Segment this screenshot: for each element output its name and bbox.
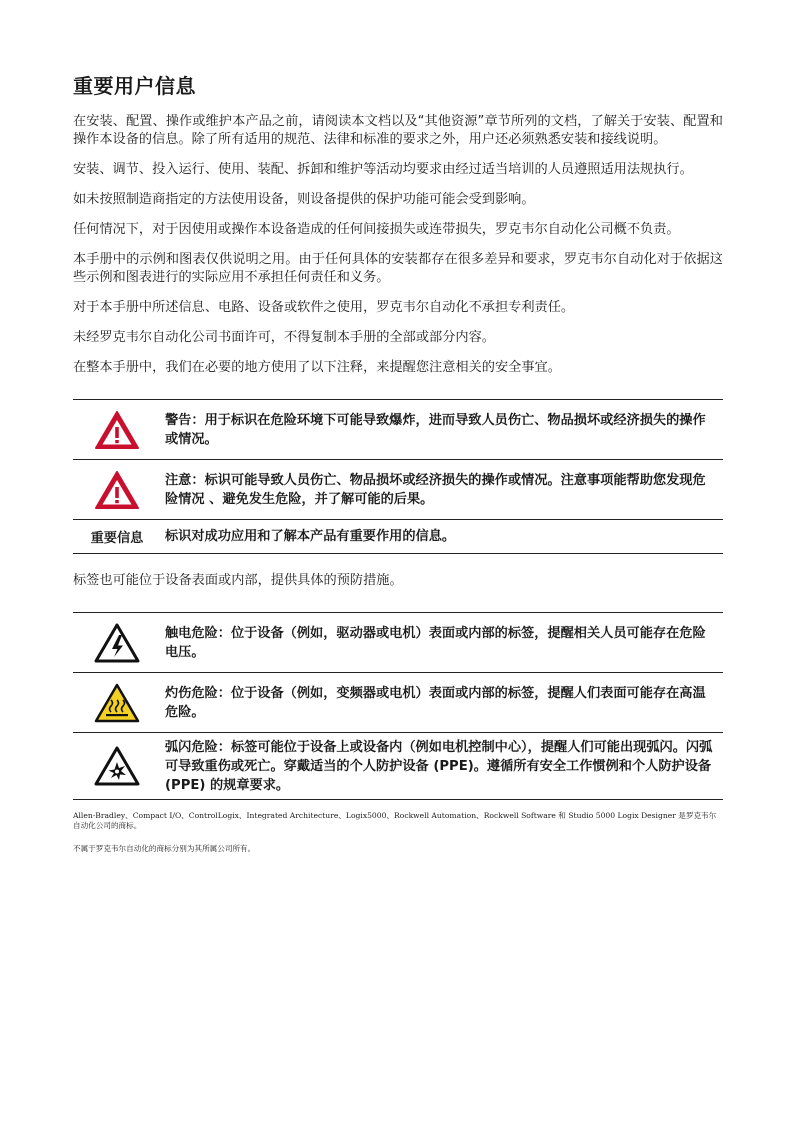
hazard-label: 灼伤危险： (165, 685, 231, 701)
attention-notice (73, 460, 723, 520)
shock-hazard (73, 613, 723, 673)
paragraph: 安装、调节、投入运行、使用、装配、拆卸和维护等活动均要求由经过适当培训的人员遵照适用法规执行。 (73, 162, 693, 177)
page-content (73, 70, 723, 854)
paragraph: 任何情况下，对于因使用或操作本设备造成的任何间接损失或连带损失，罗克韦尔自动化公司概不负责。 (73, 222, 680, 237)
other-trademarks-notice: 不属于罗克韦尔自动化的商标分别为其所属公司所有。 (73, 844, 256, 853)
arc-flash-icon (73, 745, 161, 787)
paragraph: 对于本手册中所述信息、电路、设备或软件之使用，罗克韦尔自动化不承担专利责任。 (73, 300, 575, 315)
important-label: 重要信息 (90, 531, 144, 546)
electric-shock-icon (73, 622, 161, 664)
hazard-text: 位于设备（例如，驱动器或电机）表面或内部的标签，提醒相关人员可能存在危险电压。 (165, 625, 706, 660)
warning-triangle-icon (73, 469, 161, 511)
arc-flash-hazard (73, 733, 723, 800)
paragraph: 在整本手册中，我们在必要的地方使用了以下注释，来提醒您注意相关的安全事宜。 (73, 360, 561, 375)
hot-surface-icon (73, 682, 161, 724)
notice-label: 警告： (165, 412, 205, 428)
notice-text: 标识可能导致人员伤亡、物品损坏或经济损失的操作或情况。注意事项能帮助您发现危险情况 、避免发生危险，并了解可能的后果。 (165, 472, 706, 507)
warning-notice (73, 400, 723, 460)
trademark-notice: Allen-Bradley、Compact I/O、ControlLogix、Integrated Architecture、Logix5000、Rockwell Automation、Rockwell Software 和 Studio 5000 Logix Designer 是罗克韦尔自动化公司的商标。 (73, 811, 717, 830)
important-notice (73, 520, 723, 554)
hazard-text: 标签可能位于设备上或设备内（例如电机控制中心），提醒人们可能出现弧闪。闪弧可导致重伤或死亡。穿戴适当的个人防护设备 (PPE)。遵循所有安全工作惯例和个人防护设备 (PPE) 的规章要求。 (165, 739, 713, 793)
notice-label: 注意： (165, 472, 205, 488)
notice-text: 标识对成功应用和了解本产品有重要作用的信息。 (165, 529, 456, 544)
paragraph: 未经罗克韦尔自动化公司书面许可，不得复制本手册的全部或部分内容。 (73, 330, 495, 345)
notice-text: 用于标识在危险环境下可能导致爆炸，进而导致人员伤亡、物品损坏或经济损失的操作或情况。 (165, 412, 706, 447)
paragraph: 如未按照制造商指定的方法使用设备，则设备提供的保护功能可能会受到影响。 (73, 192, 535, 207)
paragraph: 本手册中的示例和图表仅供说明之用。由于任何具体的安装都存在很多差异和要求，罗克韦尔自动化对于依据这些示例和图表进行的实际应用不承担任何责任和义务。 (73, 252, 723, 285)
notice-table (73, 399, 723, 554)
burn-hazard (73, 673, 723, 733)
labels-intro: 标签也可能位于设备表面或内部，提供具体的预防措施。 (73, 573, 403, 588)
hazard-label: 弧闪危险： (165, 739, 231, 755)
hazard-table (73, 612, 723, 800)
warning-triangle-icon (73, 409, 161, 451)
paragraph: 在安装、配置、操作或维护本产品之前，请阅读本文档以及“其他资源”章节所列的文档，了解关于安装、配置和操作本设备的信息。除了所有适用的规范、法律和标准的要求之外，用户还必须熟悉安装和接线说明。 (73, 114, 723, 147)
hazard-label: 触电危险： (165, 625, 231, 641)
hazard-text: 位于设备（例如，变频器或电机）表面或内部的标签，提醒人们表面可能存在高温危险。 (165, 685, 706, 720)
page-title: 重要用户信息 (73, 74, 196, 98)
